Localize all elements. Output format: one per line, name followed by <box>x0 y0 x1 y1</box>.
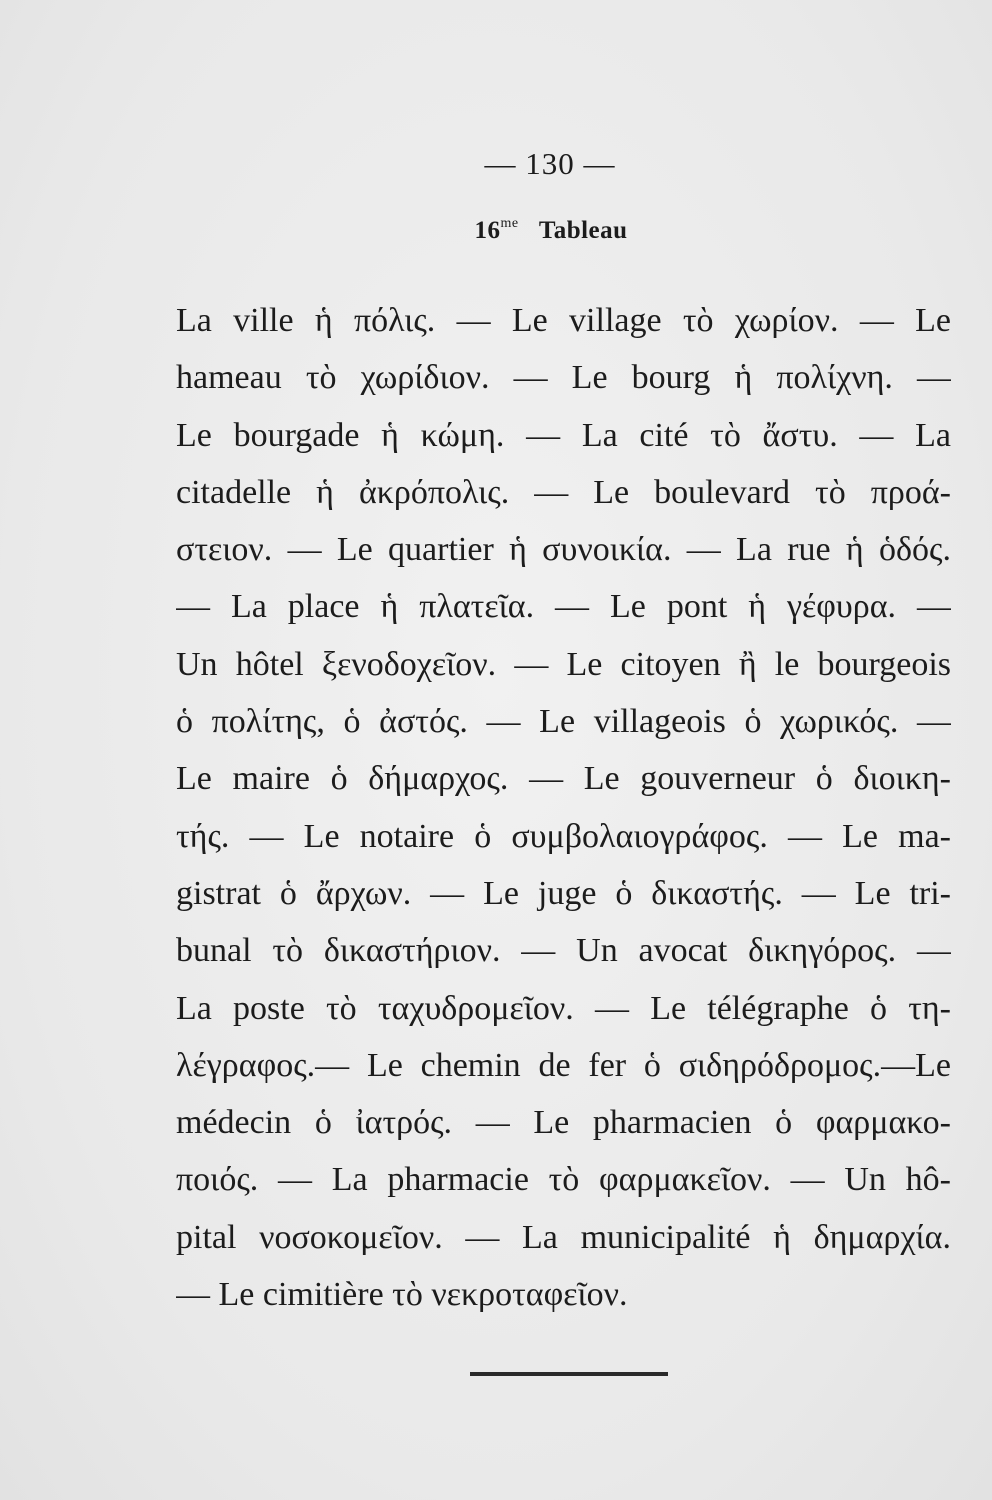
page-number: — 130 — <box>484 146 616 181</box>
text-line: Un hôtel ξενοδοχεῖον. — Le citoyen ἢ le bourgeois <box>176 645 951 683</box>
text-line: ποιός. — La pharmacie τὸ φαρμακεῖον. — Un hô- <box>176 1161 951 1199</box>
text-line: gistrat ὁ ἄρχων. — Le juge ὁ δικαστής. — Le tri- <box>176 874 951 912</box>
text-line: citadelle ἡ ἀκρόπολις. — Le boulevard τὸ προά- <box>176 473 951 511</box>
text-line: Le maire ὁ δήμαρχος. — Le gouverneur ὁ διοικη- <box>176 760 951 798</box>
text-line: λέγραφος.— Le chemin de fer ὁ σιδηρόδρομος.—Le <box>176 1046 951 1084</box>
heading-superscript: me <box>500 216 519 231</box>
section-heading <box>0 216 992 245</box>
text-line: La ville ἡ πόλις. — Le village τὸ χωρίον. — Le <box>176 302 951 339</box>
text-line: médecin ὁ ἰατρός. — Le pharmacien ὁ φαρμακο- <box>176 1104 951 1142</box>
vocabulary-paragraph <box>176 296 951 1327</box>
text-line: hameau τὸ χωρίδιον. — Le bourg ἡ πολίχνη. — <box>176 359 951 397</box>
text-line: bunal τὸ δικαστήριον. — Un avocat δικηγόρος. — <box>176 932 951 970</box>
text-line: Le bourgade ἡ κώμη. — La cité τὸ ἄστυ. — La <box>176 416 951 454</box>
text-line: La poste τὸ ταχυδρομεῖον. — Le télégraphe ὁ τη- <box>176 989 951 1027</box>
heading-title: Tableau <box>538 217 628 244</box>
end-rule-divider <box>470 1372 668 1376</box>
text-line: τής. — Le notaire ὁ συμβολαιογράφος. — Le ma- <box>176 817 951 855</box>
text-line: — La place ἡ πλατεῖα. — Le pont ἡ γέφυρα. — <box>176 588 951 626</box>
text-line: ὁ πολίτης, ὁ ἀστός. — Le villageois ὁ χωρικός. — <box>176 703 951 741</box>
heading-number: 16 <box>474 217 501 244</box>
text-line: pital νοσοκομεῖον. — La municipalité ἡ δημαρχία. <box>176 1218 951 1256</box>
text-line-last: — Le cimitière τὸ νεκροταφεῖον. <box>176 1276 628 1314</box>
text-line: στειον. — Le quartier ἡ συνοικία. — La rue ἡ ὁδός. <box>176 531 951 569</box>
